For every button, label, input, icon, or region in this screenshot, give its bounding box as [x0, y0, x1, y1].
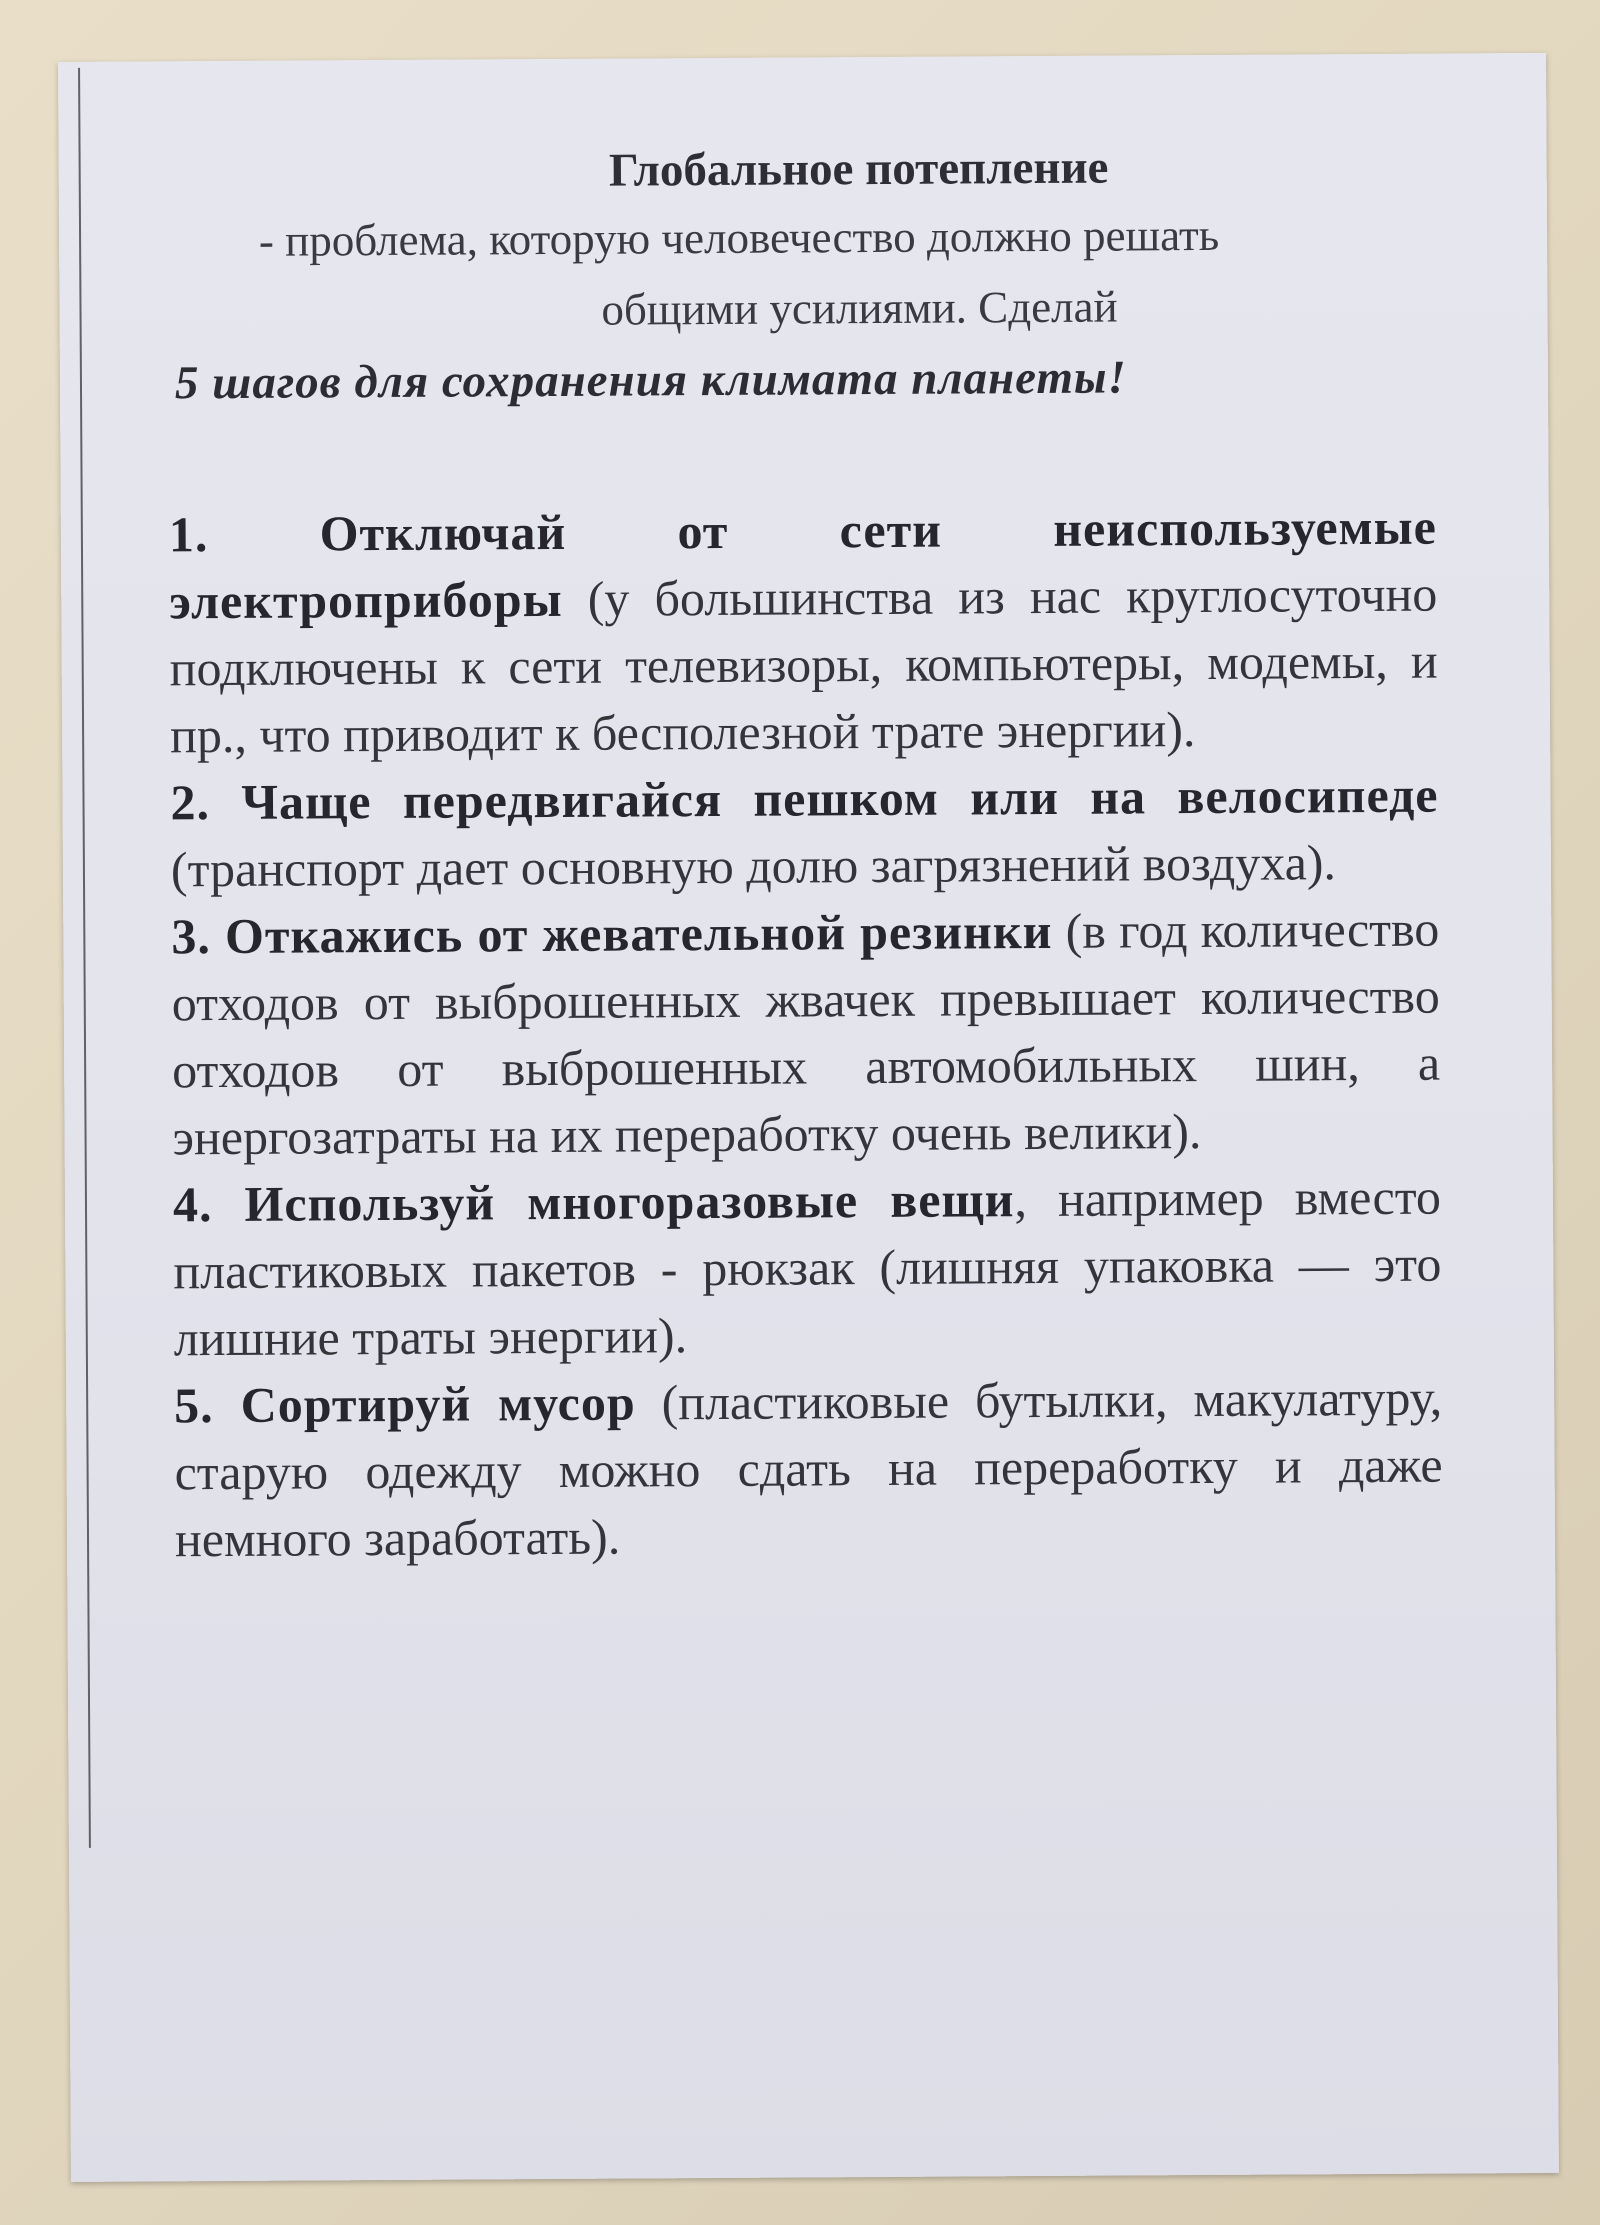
step-description: (пластиковые бутылки, макулатуру, старую одежду можно сдать на переработку и даже немного заработать).: [174, 1369, 1443, 1568]
step-description: (транспорт дает основную долю загрязнений воздуха).: [170, 834, 1337, 898]
step-item-4: [173, 1164, 1442, 1373]
step-heading: 4. Используй многоразовые вещи: [172, 1171, 1015, 1233]
document-subtitle-line-1: - проблема, которую человечество должно решать: [258, 209, 1220, 266]
step-heading: 1. Отключай от сети неиспользуемые электроприборы: [168, 498, 1438, 630]
steps-list: [169, 494, 1444, 1574]
step-item-5: [174, 1365, 1443, 1574]
step-description: , например вместо пластиковых пакетов - рюкзак (лишняя упаковка — это лишние траты энергии).: [173, 1168, 1442, 1367]
step-heading: 3. Откажись от жевательной резинки: [171, 902, 1053, 965]
margin-line: [78, 68, 91, 1848]
document-header: [98, 133, 1499, 348]
paper-sheet: [58, 53, 1559, 2182]
step-heading: 2. Чаще передвигайся пешком или на велосипеде: [170, 766, 1439, 831]
step-item-3: [171, 896, 1441, 1172]
document-title: Глобальное потепление: [608, 141, 1109, 197]
document-slogan: 5 шагов для сохранения климата планеты!: [174, 351, 1127, 410]
step-heading: 5. Сортируй мусор: [174, 1374, 636, 1434]
step-description: (в год количество отходов от выброшенных жвачек превышает количество отходов от выброшенных автомобильных шин, а энергозатраты на их переработку очень велики).: [171, 900, 1441, 1166]
step-description: (у большинства из нас круглосуточно подключены к сети телевизоры, компьютеры, модемы, и пр., что приводит к бесполезной трате энергии).: [169, 565, 1438, 764]
step-item-2: [170, 762, 1439, 904]
step-item-1: [169, 494, 1439, 770]
document-subtitle-line-2: общими усилиями. Сделай: [601, 281, 1118, 335]
